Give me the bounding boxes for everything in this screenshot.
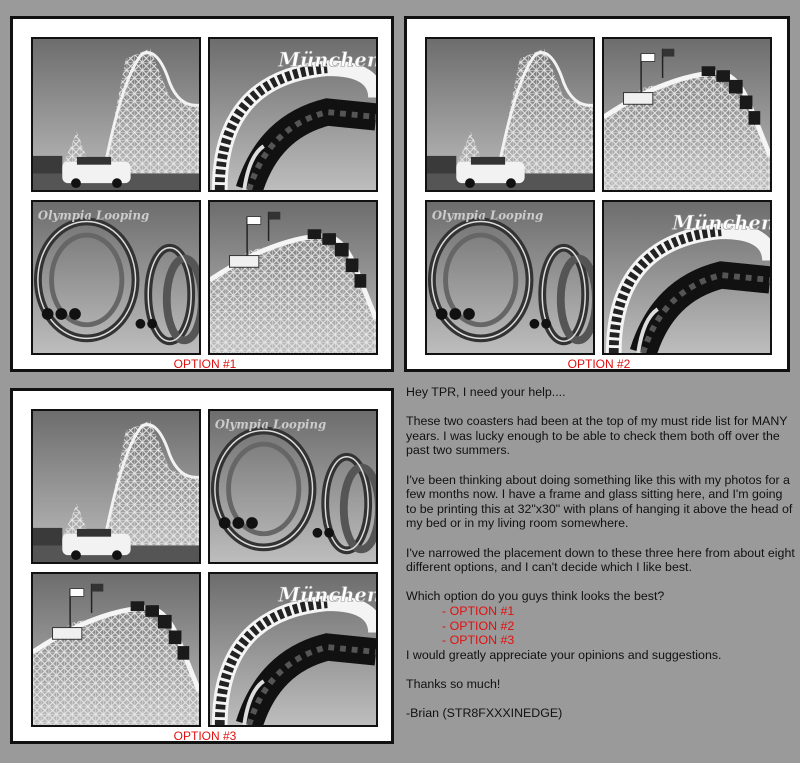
option-3-caption: OPTION #3 <box>173 729 237 743</box>
message-block <box>406 385 796 721</box>
option-3-panel <box>10 388 394 744</box>
photo-cyclone-with-police-car <box>31 37 201 192</box>
option-list-item-2: - OPTION #2 <box>442 618 515 633</box>
paragraph-2: I've been thinking about doing something like this with my photos for a few months now. I have a frame and glass sitting here, and I'm going to be printing this at 32"x30" with plans of hanging it above the head of my bed or in my living room somewhere. <box>406 472 793 531</box>
paragraph-1: These two coasters had been at the top of my must ride list for MANY years. I was lucky enough to be able to check them both off over the past two summers. <box>406 414 788 458</box>
option-list-item-1: - OPTION #1 <box>442 603 515 618</box>
appreciation: I would greatly appreciate your opinions and suggestions. <box>406 647 722 662</box>
photo-cyclone-with-police-car <box>31 409 201 564</box>
paragraph-3: I've narrowed the placement down to these three here from about eight different options, and I can't decide which I like best. <box>406 545 795 575</box>
greeting: Hey TPR, I need your help.... <box>406 385 566 399</box>
option-list-item-3: - OPTION #3 <box>442 633 515 648</box>
photo-loops-with-sign <box>31 200 201 355</box>
signature: -Brian (STR8FXXXINEDGE) <box>406 706 563 721</box>
photo-munchen-looper <box>208 37 378 192</box>
photo-munchen-looper <box>208 572 378 727</box>
option-2-caption: OPTION #2 <box>567 357 631 371</box>
thanks: Thanks so much! <box>406 676 501 691</box>
question: Which option do you guys think looks the best? <box>406 589 665 604</box>
photo-cyclone-with-police-car <box>425 37 595 192</box>
photo-cyclone-train-top <box>602 37 772 192</box>
photo-cyclone-train-top <box>31 572 201 727</box>
photo-cyclone-train-top <box>208 200 378 355</box>
option-1-caption: OPTION #1 <box>173 357 237 371</box>
photo-loops-with-sign <box>208 409 378 564</box>
photo-munchen-looper <box>602 200 772 355</box>
photo-loops-with-sign <box>425 200 595 355</box>
option-1-panel <box>10 16 394 372</box>
option-2-panel <box>404 16 790 372</box>
